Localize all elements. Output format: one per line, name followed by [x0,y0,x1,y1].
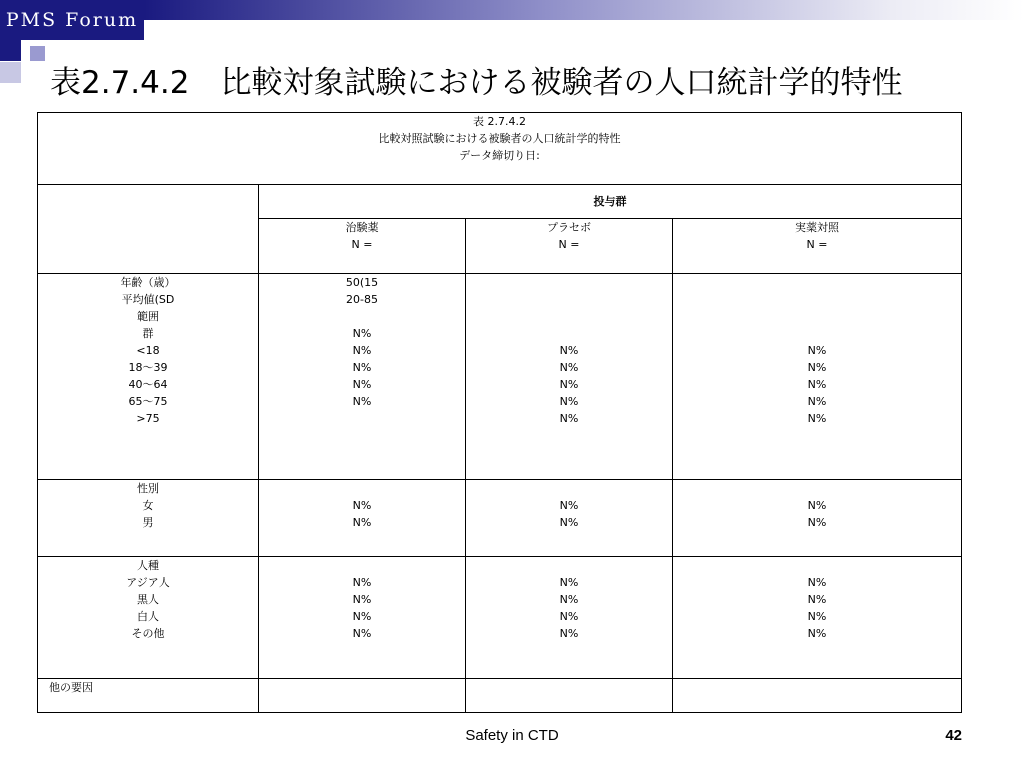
row-label: 黒人 [137,593,159,607]
cell-value: N% [807,610,827,624]
cell-value: N% [352,343,372,357]
row-label: <18 [136,343,160,357]
cell-value: N% [807,499,827,513]
slide-title: 表2.7.4.2 比較対象試験における被験者の人口統計学的特性 [50,65,903,101]
age-active-control-cell [673,273,962,480]
cell-value: N% [807,343,827,357]
age-range-value: 20-85 [346,292,378,306]
cell-value: N% [352,593,372,607]
sex-placebo-cell [466,480,673,557]
cell-value: N% [352,360,372,374]
age-labels-cell [38,273,259,480]
group-header-row [38,185,962,219]
treatment-group-header: 投与群 [259,185,962,219]
arm-name: 治験薬 [345,221,379,235]
cell-value: N% [807,516,827,530]
cell-value: N% [807,576,827,590]
row-label: 平均値(SD [121,292,175,306]
cell-value: N% [352,394,372,408]
age-row [38,273,962,480]
cell-value: N% [559,627,579,641]
cell-value: N% [559,343,579,357]
arm-header-placebo [466,219,673,273]
sex-row [38,480,962,557]
table-caption-row [38,113,962,185]
arm-n: N = [351,238,373,252]
row-label: 男 [142,516,154,530]
arm-header-drug [259,219,466,273]
age-placebo-cell [466,273,673,480]
cell-value: N% [559,610,579,624]
empty-corner-cell [38,185,259,273]
cell-value: N% [807,593,827,607]
decor-square-mid [30,46,45,61]
race-row [38,557,962,678]
row-label: 人種 [137,559,159,573]
cell-value: N% [352,627,372,641]
row-label: >75 [136,411,160,425]
row-label: 18〜39 [128,360,168,374]
race-labels-cell [38,557,259,678]
header-gradient-bar [144,0,1024,20]
arm-name: 実薬対照 [795,221,839,235]
decor-square-light [0,62,21,83]
cell-value: N% [559,360,579,374]
other-drug-cell [259,678,466,712]
row-label: アジア人 [126,576,170,590]
cell-value: N% [807,394,827,408]
cell-value: N% [352,610,372,624]
caption-cutoff-date: データ締切り日: [459,149,540,162]
arm-name: プラセボ [547,221,591,235]
row-label: 白人 [137,610,159,624]
row-label: その他 [131,627,165,641]
other-factors-row [38,678,962,712]
other-factors-label: 他の要因 [38,678,259,712]
cell-value: N% [807,411,827,425]
row-label: 範囲 [137,309,159,323]
row-label: 年齢（歳） [120,275,176,289]
demographics-table [37,112,962,713]
race-active-control-cell [673,557,962,678]
age-mean-value: 50(15 [345,275,379,289]
cell-value: N% [559,593,579,607]
page-number: 42 [945,727,962,744]
cell-value: N% [352,499,372,513]
brand-label: PMS Forum [5,9,139,31]
cell-value: N% [559,499,579,513]
caption-number: 表 2.7.4.2 [473,115,526,128]
brand-logo [0,0,144,40]
cell-value: N% [559,576,579,590]
sex-labels-cell [38,480,259,557]
cell-value: N% [352,377,372,391]
decor-square-dark [0,40,21,61]
arm-header-active-control [673,219,962,273]
row-label: 65〜75 [128,394,168,408]
cell-value: N% [352,516,372,530]
other-active-control-cell [673,678,962,712]
sex-active-control-cell [673,480,962,557]
race-drug-cell [259,557,466,678]
cell-value: N% [559,377,579,391]
row-label: 性別 [137,482,159,496]
cell-value: N% [559,411,579,425]
cell-value: N% [352,576,372,590]
cell-value: N% [807,360,827,374]
caption-title: 比較対照試験における被験者の人口統計学的特性 [378,132,621,145]
row-label: 女 [142,499,154,513]
cell-value: N% [352,326,372,340]
row-label: 40〜64 [128,377,168,391]
arm-n: N = [558,238,580,252]
sex-drug-cell [259,480,466,557]
other-placebo-cell [466,678,673,712]
footer-title: Safety in CTD [465,727,559,744]
age-drug-cell [259,273,466,480]
arm-n: N = [806,238,828,252]
table-caption [38,113,962,185]
cell-value: N% [559,516,579,530]
cell-value: N% [807,627,827,641]
race-placebo-cell [466,557,673,678]
cell-value: N% [559,394,579,408]
cell-value: N% [807,377,827,391]
row-label: 群 [142,326,154,340]
